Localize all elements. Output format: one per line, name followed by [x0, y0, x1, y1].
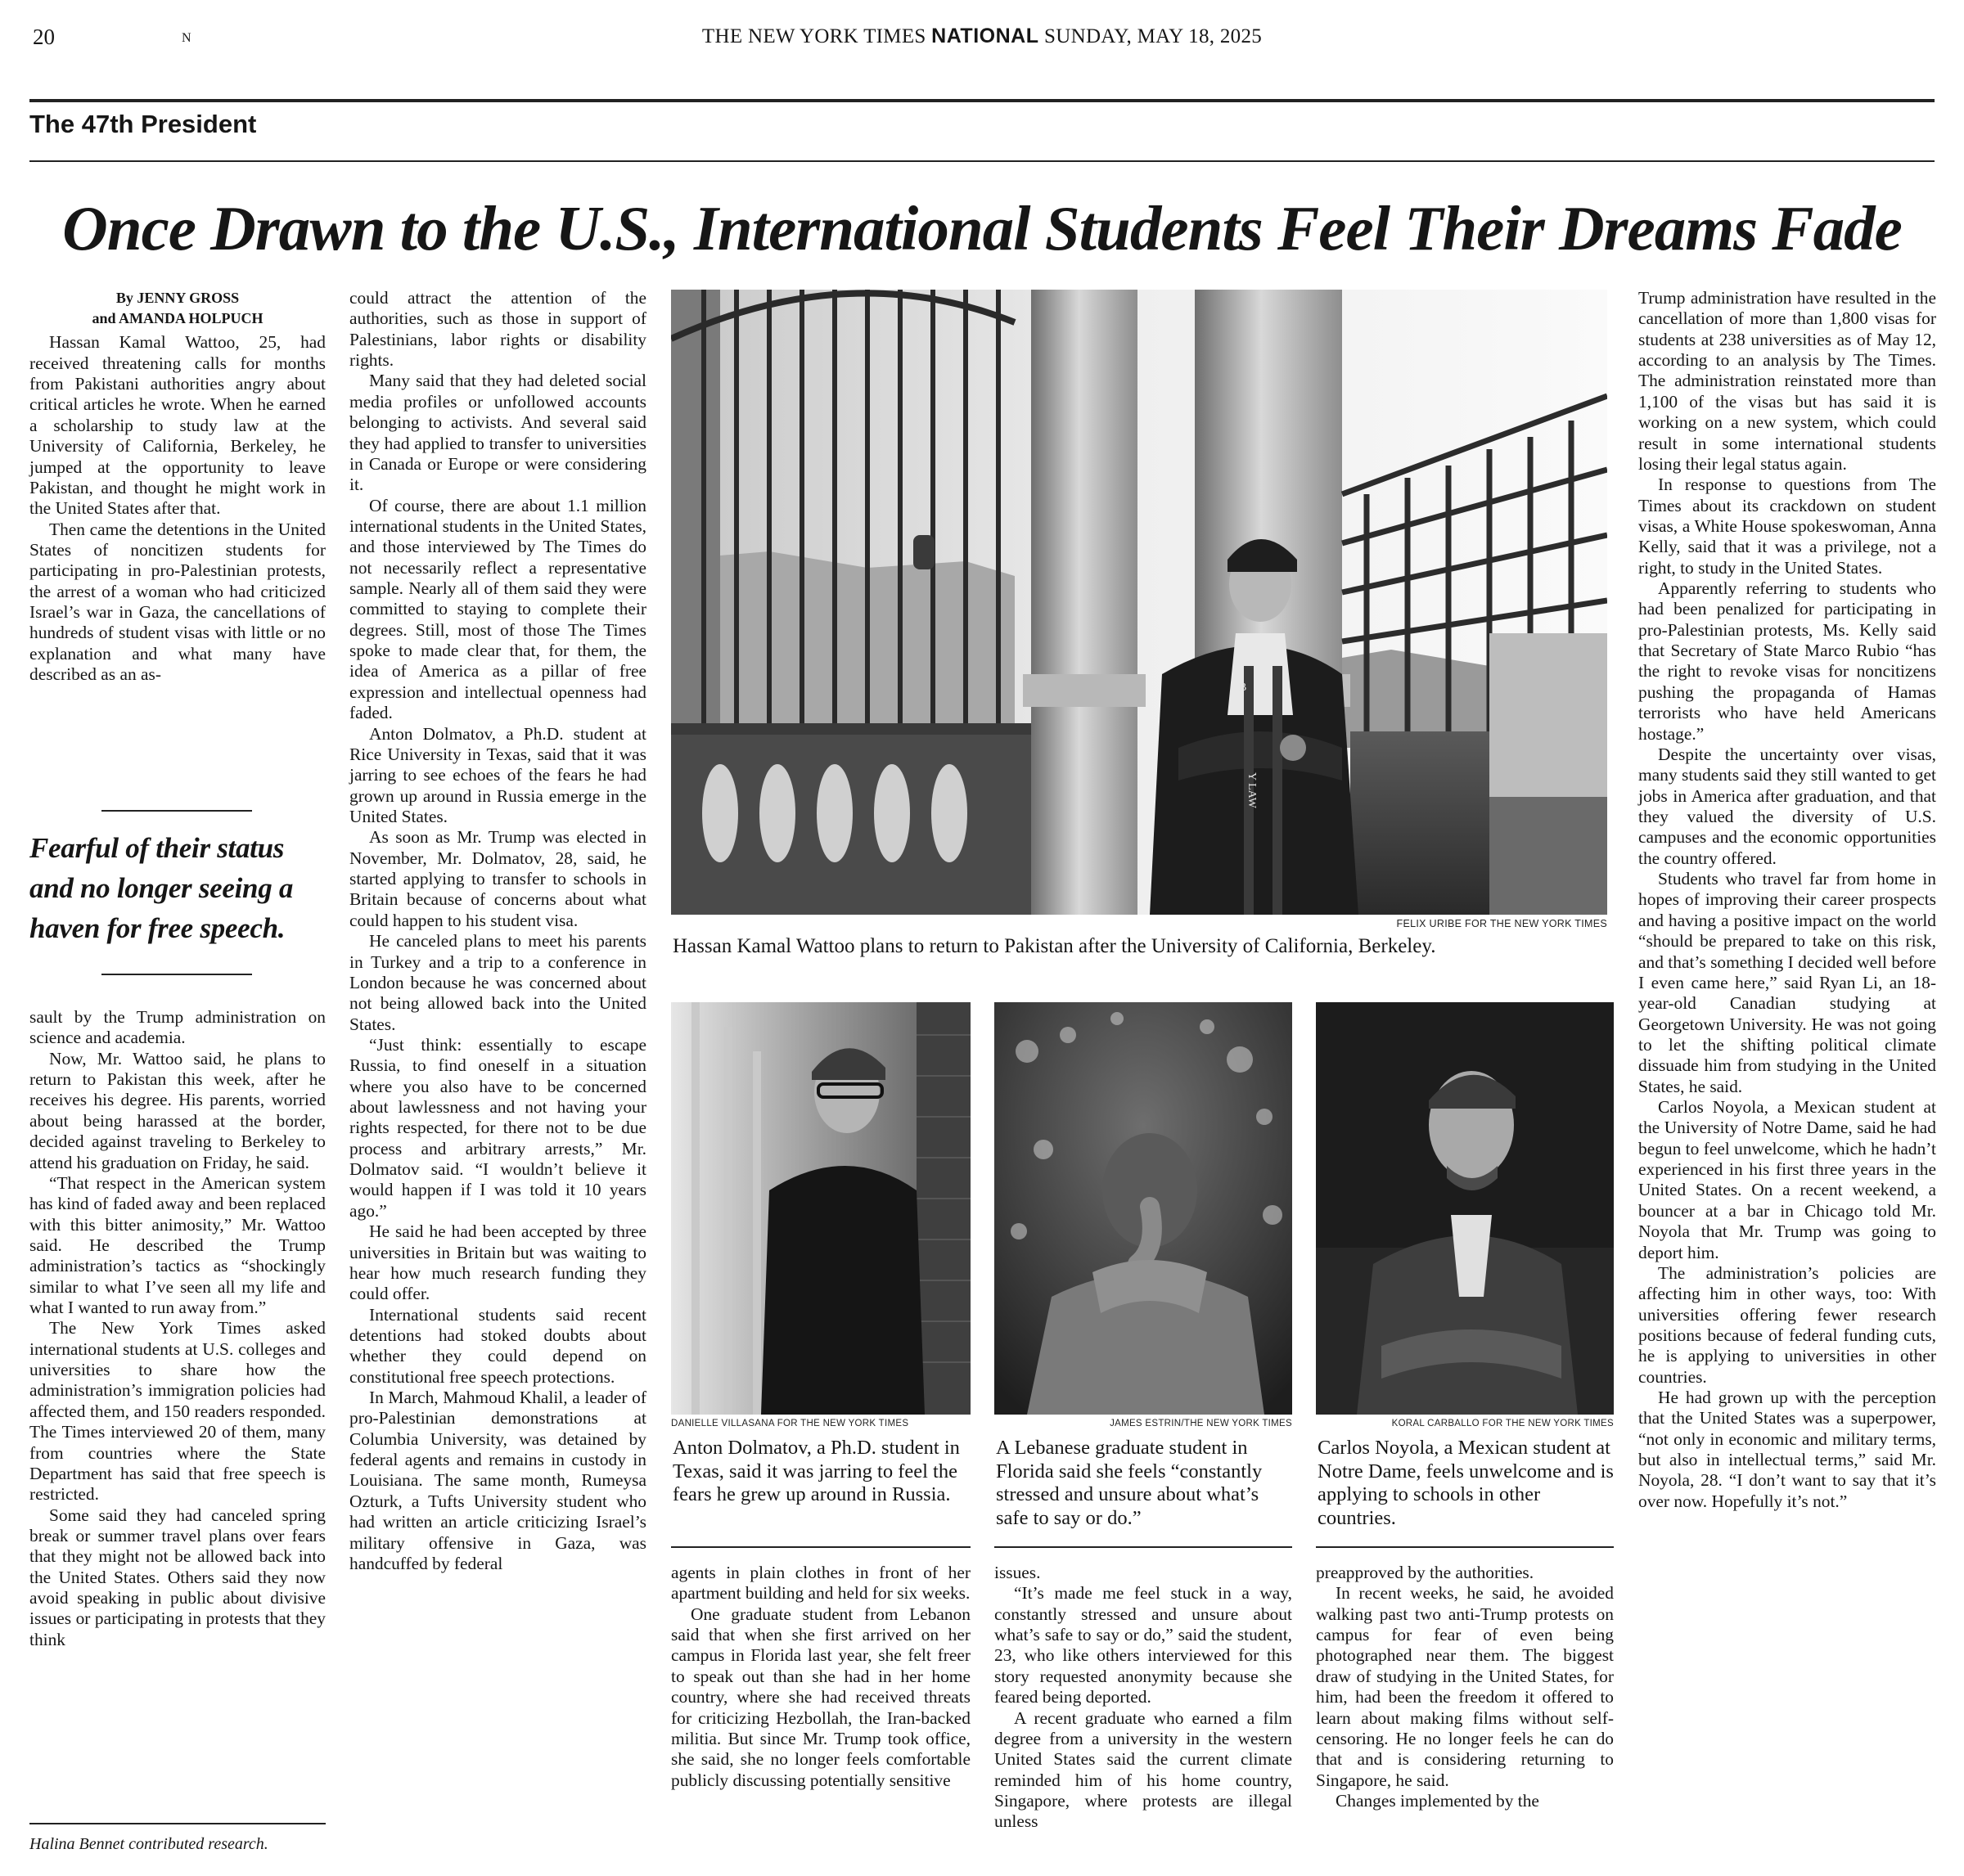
article-paragraph: In recent weeks, he said, he avoided walking past two anti-Trump protests on campus for fear of even being photographed near them. The biggest draw of studying in the United States, for him, had been the freedom it offered to learn about making films without self-censoring. He no longer feels he can do that and is considering returning to Singapore, he said. [1316, 1583, 1614, 1790]
article-paragraph: “Just think: essentially to escape Russia, to find oneself in a situation where you also have to be concerned about lawlessness and not having your rights respected, for there not to be due process and arbitrary arrests,” Mr. Dolmatov said. “I wouldn’t believe it would happen if I was told it 10 years ago.” [349, 1034, 646, 1221]
article-paragraph: He said he had been accepted by three universities in Britain but was waiting to hear how much research funding they could offer. [349, 1221, 646, 1304]
article-paragraph: Despite the uncertainty over visas, many students said they still wanted to get jobs in America after graduation, and that they valued the diversity of U.S. campuses and the economic opportunities the country offered. [1638, 744, 1936, 868]
portrait-dolmatov-image [671, 1002, 971, 1415]
lebanese-student-back-image [994, 1002, 1292, 1415]
lebanese-student-photo [994, 1002, 1292, 1415]
contributor-note: Halina Bennet contributed research. [29, 1835, 268, 1853]
noyola-photo [1316, 1002, 1614, 1415]
column-4 [994, 1563, 1292, 1833]
article-paragraph: agents in plain clothes in front of her apartment building and held for six weeks. [671, 1563, 971, 1604]
dolmatov-photo [671, 1002, 971, 1415]
section-name: NATIONAL [931, 25, 1039, 47]
main-photo [671, 290, 1607, 915]
article-paragraph: The New York Times asked international students at U.S. colleges and universities to share how the administration’s immigration policies had affected them, and 150 readers responded. The Times interviewed 20 of them, many from countries where the State Department has said that free speech is restricted. [29, 1318, 326, 1505]
article-paragraph: In response to questions from The Times about its crackdown on student visas, a White House spokeswoman, Anna Kelly, said that it was a privilege, not a right, to study in the United States. [1638, 475, 1936, 578]
pull-quote: Fearful of their status and no longer seeing a haven for free speech. [29, 832, 294, 944]
article-paragraph: Hassan Kamal Wattoo, 25, had received threatening calls for months from Pakistani authorities angry about critical articles he wrote. When he earned a scholarship to study law at the University of California, Berkeley, he jumped at the opportunity to leave Pakistan, and thought he might work in the United States after that. [29, 332, 326, 519]
section-kicker: The 47th President [29, 110, 257, 138]
column-1-bottom [29, 1007, 326, 1650]
masthead-rule [29, 99, 1935, 102]
article-paragraph: Anton Dolmatov, a Ph.D. student at Rice University in Texas, said that it was jarring to see echoes of the fears he had grown up around in Russia emerge in the United States. [349, 723, 646, 826]
article-paragraph: “That respect in the American system has kind of faded away and been replaced with this bitter animosity,” Mr. Wattoo said. He described the Trump administration’s tactics as “shockingly similar to what I’ve seen all my life and what I wanted to run away from.” [29, 1172, 326, 1318]
article-paragraph: As soon as Mr. Trump was elected in November, Mr. Dolmatov, 28, said, he started applying to transfer to schools in Britain because of concerns about what could happen to his student visa. [349, 827, 646, 930]
dolmatov-photo-credit: DANIELLE VILLASANA FOR THE NEW YORK TIMES [671, 1419, 909, 1428]
lebanese-caption-rule [994, 1546, 1292, 1548]
article-paragraph: He canceled plans to meet his parents in Turkey and a trip to a conference in London because he was concerned about not being allowed back into the United States. [349, 931, 646, 1034]
stole-letter-1: B [1239, 682, 1247, 694]
noyola-photo-caption: Carlos Noyola, a Mexican student at Notre Dame, feels unwelcome and is applying to schools in other countries. [1318, 1437, 1614, 1529]
article-paragraph: Apparently referring to students who had been penalized for participating in pro-Palestinian protests, Ms. Kelly said that Secretary of State Marco Rubio “has the right to revoke visas for noncitizens pushing the propaganda of Hamas terrorists who have held Americans hostage.” [1638, 578, 1936, 744]
article-paragraph: issues. [994, 1563, 1041, 1582]
edition-marker: N [182, 31, 191, 45]
article-paragraph: Carlos Noyola, a Mexican student at the University of Notre Dame, said he had begun to feel unwelcome, which he hadn’t experienced in his first three years in the United States. On a recent weekend, a bouncer at a bar in Chicago told Mr. Noyola that Mr. Trump was going to deport him. [1638, 1097, 1936, 1262]
article-paragraph: Trump administration have resulted in the cancellation of more than 1,800 visas for students at 238 universities as of May 12, according to an analysis by The Times. The administration reinstated more than 1,100 of the visas but has said it is working on a new system, which could result in some international students losing their legal status again. [1638, 288, 1936, 474]
article-paragraph: A recent graduate who earned a film degree from a university in the western United States said the current climate reminded him of his home country, Singapore, where protests are illegal unless [994, 1707, 1292, 1832]
pull-quote-rule-bottom [101, 974, 252, 975]
noyola-caption-rule [1316, 1546, 1614, 1548]
article-paragraph: could attract the attention of the authorities, such as those in support of Palestinians, labor rights or disability rights. [349, 288, 646, 371]
column-6 [1638, 288, 1936, 1512]
article-paragraph: Then came the detentions in the United States of noncitizen students for participating in pro-Palestinian protests, the arrest of a woman who had criticized Israel’s war in Gaza, the cancellations of hundreds of student visas with little or no explanation and what many have described as an as- [29, 519, 326, 685]
article-paragraph: sault by the Trump administration on science and academia. [29, 1007, 326, 1048]
paper-name: THE NEW YORK TIMES [701, 25, 926, 47]
lebanese-photo-credit: JAMES ESTRIN/THE NEW YORK TIMES [1110, 1419, 1292, 1428]
article-paragraph: In March, Mahmoud Khalil, a leader of pro-Palestinian demonstrations at Columbia University, was detained by federal agents and remains in custody in Louisiana. The same month, Rumeysa Ozturk, a Tufts University student who had written an article criticizing Israel’s military offensive in Gaza, was handcuffed by federal [349, 1388, 646, 1573]
article-paragraph: Students who travel far from home in hopes of improving their career prospects and having a positive impact on the world “should be prepared to take on this risk, and that’s something I decided well before I even came here,” said Ryan Li, an 18-year-old Canadian studying at Georgetown University. He was not going to let the shifting political climate dissuade him from studying in the United States, he said. [1638, 869, 1936, 1096]
headline: Once Drawn to the U.S., International Students Feel Their Dreams Fade [62, 193, 1902, 263]
noyola-photo-credit: KORAL CARBALLO FOR THE NEW YORK TIMES [1391, 1419, 1614, 1428]
main-photo-credit: FELIX URIBE FOR THE NEW YORK TIMES [1396, 918, 1607, 929]
pull-quote-rule-top [101, 810, 252, 812]
article-paragraph: Changes implemented by the [1336, 1790, 1539, 1811]
article-paragraph: Now, Mr. Wattoo said, he plans to return to Pakistan this week, after he receives his degree. His parents, worried about being harassed at the border, decided against traveling to Berkeley to attend his graduation on Friday, he said. [29, 1048, 326, 1172]
column-3 [671, 1563, 971, 1791]
stole-letter-2: Y LAW [1246, 772, 1258, 808]
article-paragraph: He had grown up with the perception that the United States was a superpower, “not only in economic and military terms, but also in intellectual terms,” said Mr. Noyola, 28. “I don’t want to say that it’s over now. Hopefully it’s not.” [1638, 1388, 1936, 1511]
lebanese-photo-caption: A Lebanese graduate student in Florida said she feels “constantly stressed and unsure about what’s safe to say or do.” [996, 1437, 1263, 1529]
article-paragraph: The administration’s policies are affecting him in other ways, too: With universities offering fewer research positions because of federal funding cuts, he is applying to universities in other countries. [1638, 1262, 1936, 1387]
article-paragraph: Of course, there are about 1.1 million international students in the United States, and those interviewed by The Times do not necessarily reflect a representative sample. Nearly all of them said they were committed to staying to complete their degrees. Still, most of those The Times spoke to made clear that, for them, the idea of America as a pillar of free expression and intellectual openness had faded. [349, 495, 646, 723]
article-paragraph: International students said recent detentions had stoked doubts about whether they could depend on constitutional free speech protections. [349, 1304, 646, 1387]
column-2 [349, 288, 646, 1574]
article-paragraph: preapproved by the authorities. [1316, 1563, 1534, 1582]
portrait-noyola-image [1316, 1002, 1614, 1415]
byline: By JENNY GROSS and AMANDA HOLPUCH [92, 290, 264, 327]
main-photo-caption: Hassan Kamal Wattoo plans to return to Pakistan after the University of California, Berkeley. [673, 935, 1436, 957]
article-paragraph: Many said that they had deleted social media profiles or unfollowed accounts belonging to activists. And several said they had applied to transfer to universities in Canada or Europe or were considering it. [349, 371, 646, 495]
dolmatov-photo-caption: Anton Dolmatov, a Ph.D. student in Texas, said it was jarring to feel the fears he grew up around in Russia. [673, 1437, 960, 1506]
contributor-rule [29, 1823, 326, 1824]
article-paragraph: “It’s made me feel stuck in a way, constantly stressed and unsure about what’s safe to say or do,” said the student, 23, who like others interviewed for this story requested anonymity because she feared being deported. [994, 1583, 1292, 1707]
issue-date: SUNDAY, MAY 18, 2025 [1044, 25, 1263, 47]
dolmatov-caption-rule [671, 1546, 971, 1548]
column-1-top-text [29, 332, 326, 685]
portrait-berkeley-balcony-image [671, 290, 1607, 915]
column-5 [1316, 1563, 1614, 1811]
article-paragraph: Some said they had canceled spring break or summer travel plans over fears that they might not be allowed back into the United States. Others said they now avoid speaking in public about divisive issues or participating in protests that they think [29, 1505, 326, 1649]
column-1-top [29, 288, 326, 685]
article-paragraph: One graduate student from Lebanon said that when she first arrived on her campus in Florida last year, she felt freer to speak out than she had in her home country, where she had received threats for criticizing Hezbollah, the Iran-backed militia. But since Mr. Trump took office, she said, she no longer feels comfortable publicly discussing potentially sensitive [671, 1604, 971, 1790]
kicker-rule [29, 160, 1935, 162]
page-number: 20 [33, 25, 55, 49]
masthead [0, 25, 1964, 48]
